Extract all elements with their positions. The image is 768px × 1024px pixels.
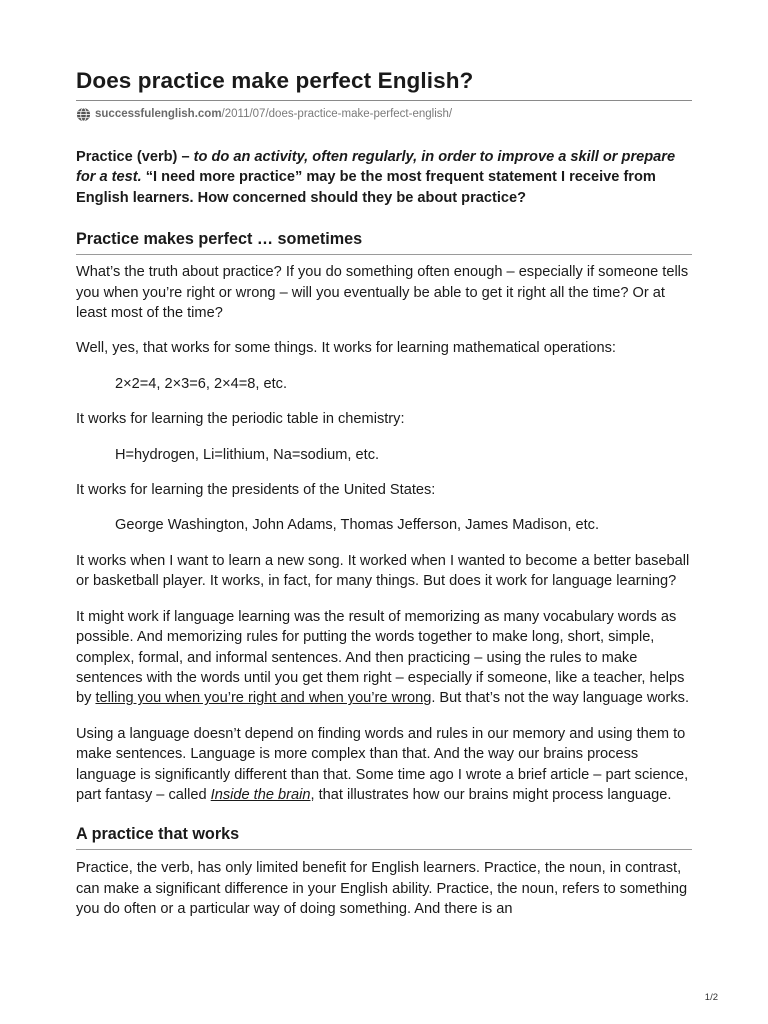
- intro-definition: to do an activity, often regularly, in order to improve a skill or prepare for a test.: [76, 149, 676, 186]
- title-divider: [76, 100, 692, 101]
- paragraph: [76, 607, 692, 709]
- paragraph: Practice, the verb, has only limited benefit for English learners. Practice, the noun, in contrast, can make a significant difference in your English ability. Practice, the noun, refers to something you do often or a particular way of doing something. And there is an: [76, 860, 688, 918]
- source-url[interactable]: [76, 106, 692, 122]
- page-title: Does practice make perfect English?: [76, 68, 474, 93]
- source-path[interactable]: /2011/07/does-practice-make-perfect-english/: [221, 108, 453, 120]
- paragraph: Well, yes, that works for some things. It works for learning mathematical operations:: [76, 340, 616, 357]
- section-divider: [76, 849, 692, 850]
- example-line-presidents: George Washington, John Adams, Thomas Jefferson, James Madison, etc.: [115, 517, 600, 534]
- paragraph: It works when I want to learn a new song. It worked when I wanted to become a better baseball or basketball player. It works, in fact, for many things. But does it work for language learning?: [76, 552, 690, 590]
- document-page: [76, 0, 692, 920]
- paragraph-text: , that illustrates how our brains might process language.: [310, 786, 672, 803]
- globe-icon: [76, 107, 91, 122]
- section-divider: [76, 254, 692, 255]
- section-heading-a-practice-that-works: A practice that works: [76, 825, 240, 844]
- paragraph-text: Using a language doesn’t depend on finding words and rules in our memory and using them to make sentences. Language is more complex than that. And the way our brains process language is significantly different than that. Some time ago I wrote a brief article – part science, part fantasy – called: [76, 725, 689, 803]
- paragraph-text: It might work if language learning was the result of memorizing as many vocabulary words as possible. And memorizing rules for putting the words together to make long, short, simple, complex, formal, and informal sentences. And then practicing – using the rules to make sentences with the words until you get them right – especially if someone, like a teacher, helps by: [76, 608, 685, 707]
- paragraph: It works for learning the presidents of the United States:: [76, 482, 436, 499]
- example-line-math: 2×2=4, 2×3=6, 2×4=8, etc.: [115, 375, 288, 392]
- example-line-chemistry: H=hydrogen, Li=lithium, Na=sodium, etc.: [115, 446, 380, 463]
- link-right-and-wrong[interactable]: telling you when you’re right and when you’re wrong: [95, 690, 432, 707]
- source-domain[interactable]: successfulenglish.com: [95, 108, 222, 120]
- link-inside-the-brain[interactable]: Inside the brain: [210, 786, 311, 803]
- intro-term: Practice (verb) –: [76, 149, 194, 165]
- paragraph: [76, 724, 692, 806]
- section-heading-practice-makes-perfect: Practice makes perfect … sometimes: [76, 230, 363, 249]
- intro-rest: “I need more practice” may be the most frequent statement I receive from English learners. How concerned should they be about practice?: [76, 169, 656, 206]
- intro-paragraph: [76, 147, 692, 208]
- page-indicator: 1/2: [704, 992, 718, 1003]
- paragraph: It works for learning the periodic table in chemistry:: [76, 411, 405, 428]
- paragraph: What’s the truth about practice? If you do something often enough – especially if someone tells you when you’re right or wrong – will you eventually be able to get it right all the time? Or at least most of the time?: [76, 264, 689, 322]
- paragraph-text: . But that’s not the way language works.: [431, 690, 690, 707]
